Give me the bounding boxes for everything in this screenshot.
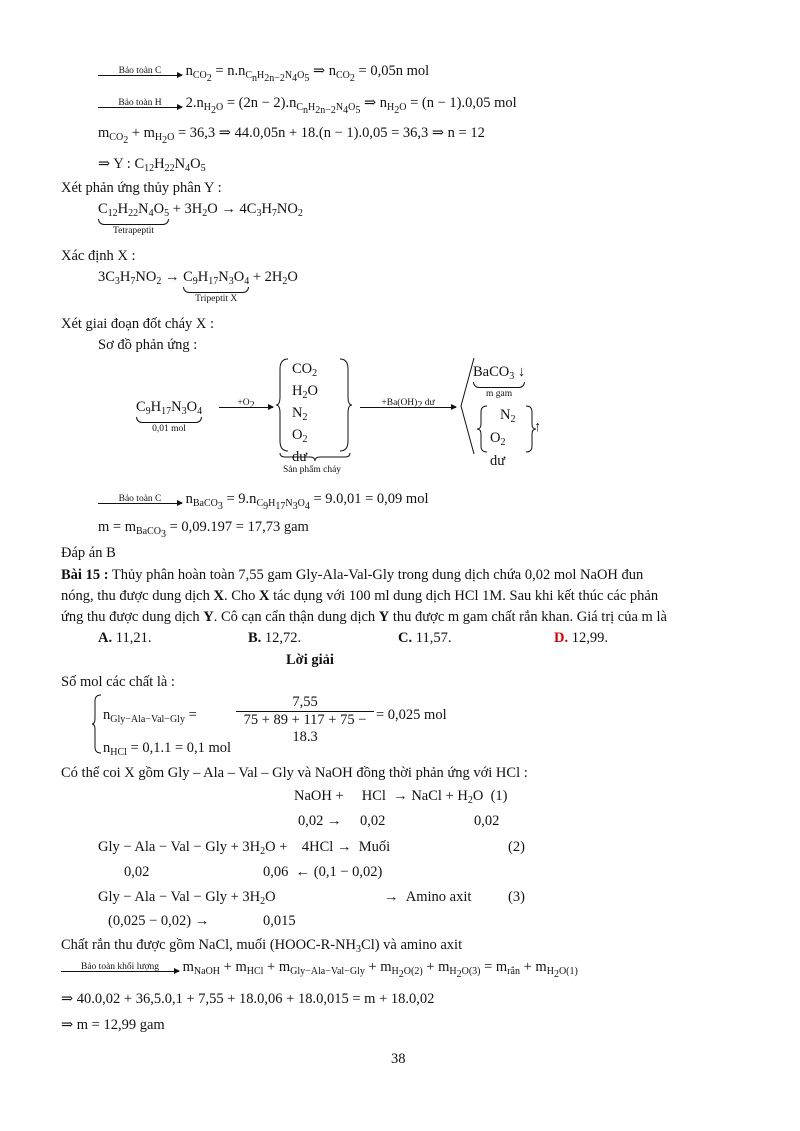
product-co2: $CO_2$	[292, 361, 318, 379]
reaction-arrow: Bảo toàn H	[98, 100, 182, 111]
gas-products	[490, 404, 515, 473]
reaction-1-mol-b: 0,02	[360, 813, 386, 829]
products-caption: Sản phẩm cháy	[283, 465, 342, 475]
hydrolysis-equation: $C_{12}H_{22}N_4O_5$ Tetrapeptit + $3H_2O \to 4C_3H_7NO_2$	[98, 201, 303, 236]
option-d: D. 12,99.	[554, 630, 608, 646]
gas-n2: $N_2$	[500, 407, 516, 425]
product-n2: $N_2$	[292, 405, 308, 423]
reaction-1-mol-a: 0,02 →	[298, 813, 342, 829]
solution-heading: Lời giải	[286, 652, 334, 668]
equation: $n_{CO_2} = n.n_{C_nH_{2n-2}N_4O_5}$ ⇒ $n_{CO_2} = 0,05n$ mol	[185, 63, 430, 84]
mole-hcl: $n_{HCl} = 0,1.1 = 0,1$ mol	[103, 740, 232, 758]
reaction-3-number: (3)	[508, 889, 525, 905]
mole-result: = 0,025 mol	[376, 707, 447, 723]
option-b: B. 12,72.	[248, 630, 302, 646]
hydrogen-balance-line	[98, 94, 517, 116]
consider-text: Có thể coi X gồm Gly – Ala – Val – Gly và NaOH đồng thời phản ứng với HCl :	[61, 765, 528, 781]
answer-line: Đáp án B	[61, 545, 116, 561]
mole-gly-ala-val-gly: $n_{Gly-Ala-Val-Gly}$ =	[103, 707, 197, 725]
fraction	[236, 694, 374, 746]
product-h2o: $H_2O$	[292, 383, 318, 401]
system-brace	[92, 694, 102, 754]
left-curly-brace	[276, 357, 290, 453]
mass-equation: $m_{CO_2} + m_{H_2O} = 36,3$ ⇒ 44.0,05n + 18.(n − 1).0,05 = 36,3 ⇒ n = 12	[98, 125, 485, 146]
barium-carbon-balance: Bảo toàn C $n_{BaCO_3} = 9.n_{C_9H_{17}N_3O_4} = 9.0,01 = 0,09$ mol	[98, 490, 428, 508]
fraction-denominator: 75 + 89 + 117 + 75 − 18.3	[236, 711, 374, 746]
gas-up-arrow: ↑	[534, 419, 542, 435]
option-a: A. 11,21.	[98, 630, 152, 646]
reaction-3-mol-c: 0,015	[263, 913, 296, 929]
mole-count-heading: Số mol các chất là :	[61, 674, 175, 690]
problem-15-line2: nóng, thu được dung dịch X. Cho X tác dụng với 100 ml dung dịch HCl 1M. Sau khi kết thúc các phản	[61, 588, 659, 604]
page-number: 38	[391, 1051, 406, 1067]
reaction-arrow: Bảo toàn C	[98, 68, 182, 79]
solid-composition: Chất rắn thu được gồm NaCl, muối $(HOOC-R-NH_3Cl)$ và amino axit	[61, 937, 463, 955]
reactant-x: $C_9H_{17}N_3O_4$ 0,01 mol	[136, 399, 203, 434]
reaction-2-mol-a: 0,02	[124, 864, 150, 880]
y-formula: ⇒ Y : $C_{12}H_{22}N_4O_5$	[98, 156, 206, 174]
scheme-heading: Sơ đồ phản ứng :	[98, 337, 198, 353]
tripeptide-underbrace: $C_9H_{17}N_3O_4$ Tripeptit X	[183, 269, 250, 304]
mass-result: $m = m_{BaCO_3} = 0,09.197 = 17,73$ gam	[98, 519, 309, 540]
barium-hydroxide-arrow: $+Ba(OH)_2$ dư	[360, 394, 456, 412]
tripeptide-equation: $3C_3H_7NO_2 \to C_9H_{17}N_3O_4$ Tripeptit X + $2H_2O$	[98, 269, 298, 304]
problem-label: Bài 15 :	[61, 567, 109, 583]
option-c: C. 11,57.	[398, 630, 452, 646]
baco3-precipitate: BaCO$_3$ ↓ m gam	[473, 364, 526, 399]
hydrolysis-heading: Xét phản ứng thủy phân Y :	[61, 180, 222, 196]
carbon-balance-line	[98, 62, 430, 84]
determine-x-heading: Xác định X :	[61, 248, 136, 264]
reaction-2-mol-b: 0,06 ← (0,1 − 0,02)	[263, 864, 383, 880]
reaction-1: NaOH + HCl → NaCl + $H_2O$ (1)	[294, 788, 508, 806]
calculation-line: ⇒ 40.0,02 + 36,5.0,1 + 7,55 + 18.0,06 + 18.0,015 = m + 18.0,02	[61, 991, 435, 1007]
oxygen-arrow: $+O_2$	[219, 394, 273, 412]
mass-conservation-line: Bảo toàn khối lượng $m_{NaOH} + m_{HCl} + m_{Gly-Ala-Val-Gly} + m_{H_2O(2)} + m_{H_2O(3)} = m_{rắn} + m_{H_2O(1)}$	[61, 958, 578, 976]
problem-15-line1: Bài 15 : Thủy phân hoàn toàn 7,55 gam Gly-Ala-Val-Gly trong dung dịch chứa 0,02 mol NaOH đun	[61, 567, 644, 583]
fraction-numerator: 7,55	[292, 694, 318, 710]
equation: $2.n_{H_2O} = (2n - 2).n_{C_nH_{2n-2}N_4O_5}$ ⇒ $n_{H_2O} = (n - 1).0,05$ mol	[185, 95, 517, 116]
gas-left-brace	[477, 404, 489, 454]
reaction-3: Gly − Ala − Val − Gly + $3H_2O$	[98, 889, 276, 907]
problem-15-line3: ứng thu được dung dịch Y. Cô cạn cẩn thận dung dịch Y thu được m gam chất rắn khan. Giá trị của m là	[61, 609, 667, 625]
reaction-2: Gly − Ala − Val − Gly + $3H_2O$ + 4HCl → Muối	[98, 839, 391, 857]
right-curly-brace	[338, 357, 352, 453]
tetrapeptide-underbrace: $C_{12}H_{22}N_4O_5$ Tetrapeptit	[98, 201, 170, 236]
reaction-1-mol-c: 0,02	[474, 813, 500, 829]
product-o2: $O_2$ dư	[292, 427, 308, 465]
reaction-2-number: (2)	[508, 839, 525, 855]
reaction-3-product: → Amino axit	[384, 889, 472, 905]
reaction-3-mol-a: (0,025 − 0,02) →	[108, 913, 210, 929]
gas-o2: $O_2$ dư	[490, 430, 506, 469]
combustion-heading: Xét giai đoạn đốt cháy X :	[61, 316, 215, 332]
final-answer: ⇒ m = 12,99 gam	[61, 1017, 165, 1033]
